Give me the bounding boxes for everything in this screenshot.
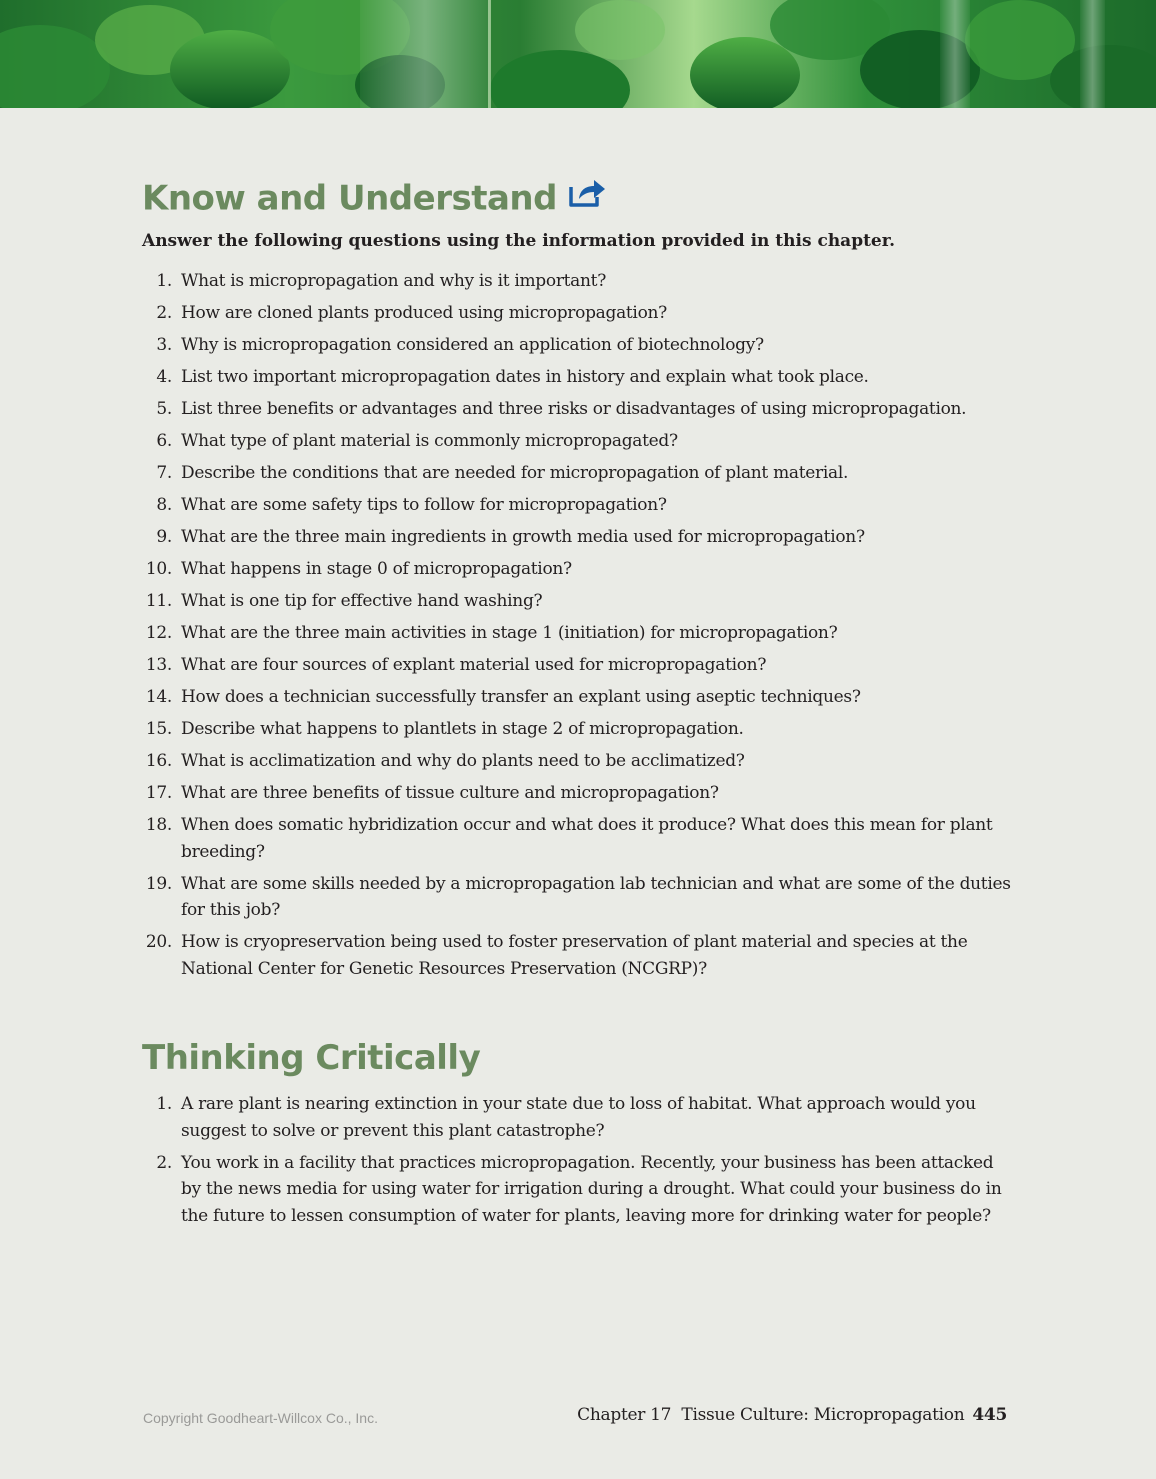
question-item xyxy=(142,716,1012,743)
question-text: What is one tip for effective hand washing? xyxy=(181,591,543,611)
question-item xyxy=(142,1091,1012,1144)
question-item xyxy=(142,460,1012,487)
question-number: 8. xyxy=(156,495,172,515)
question-item xyxy=(142,684,1012,711)
know-and-understand-title: Know and Understand xyxy=(142,178,557,219)
question-item xyxy=(142,748,1012,775)
question-text: When does somatic hybridization occur and what does it produce? What does this mean for plant breeding? xyxy=(181,815,993,862)
question-text: You work in a facility that practices micropropagation. Recently, your business has been attacked by the news media for using water for irrigation during a drought. What could your business do in the future to lessen consumption of water for plants, leaving more for drinking water for people? xyxy=(181,1152,1002,1226)
question-text: How is cryopreservation being used to foster preservation of plant material and species at the National Center for Genetic Resources Preservation (NCGRP)? xyxy=(181,932,968,979)
question-number: 4. xyxy=(156,367,172,387)
question-number: 5. xyxy=(156,399,172,419)
question-number: 7. xyxy=(156,463,172,483)
question-item xyxy=(142,492,1012,519)
question-text: What are some skills needed by a micropropagation lab technician and what are some of the duties for this job? xyxy=(181,873,1011,920)
question-text: What happens in stage 0 of micropropagation? xyxy=(181,559,572,579)
question-number: 2. xyxy=(156,303,172,323)
question-text: What are four sources of explant material used for micropropagation? xyxy=(181,655,767,675)
question-text: What type of plant material is commonly micropropagated? xyxy=(181,431,678,451)
question-item xyxy=(142,929,1012,982)
question-item xyxy=(142,556,1012,583)
question-item xyxy=(142,780,1012,807)
question-text: What are the three main activities in stage 1 (initiation) for micropropagation? xyxy=(181,623,838,643)
know-instruction: Answer the following questions using the information provided in this chapter. xyxy=(142,231,896,251)
question-text: A rare plant is nearing extinction in your state due to loss of habitat. What approach would you suggest to solve or prevent this plant catastrophe? xyxy=(181,1094,976,1141)
question-item xyxy=(142,332,1012,359)
question-text: What are the three main ingredients in growth media used for micropropagation? xyxy=(181,527,865,547)
question-number: 17. xyxy=(145,783,172,803)
question-number: 20. xyxy=(145,932,172,952)
question-text: What is acclimatization and why do plants need to be acclimatized? xyxy=(181,751,745,771)
question-number: 14. xyxy=(145,687,172,707)
question-number: 1. xyxy=(156,1094,172,1114)
question-number: 18. xyxy=(145,815,172,835)
question-text: How does a technician successfully transfer an explant using aseptic techniques? xyxy=(181,687,861,707)
question-number: 10. xyxy=(145,559,172,579)
think-questions-list xyxy=(142,1091,1012,1235)
question-item xyxy=(142,268,1012,295)
question-item xyxy=(142,871,1012,924)
question-text: List three benefits or advantages and three risks or disadvantages of using micropropagation. xyxy=(181,399,967,419)
question-number: 2. xyxy=(156,1152,172,1173)
question-text: Why is micropropagation considered an application of biotechnology? xyxy=(181,335,764,355)
question-number: 1. xyxy=(156,271,172,291)
question-number: 12. xyxy=(145,623,172,643)
question-item xyxy=(142,588,1012,615)
question-item xyxy=(142,620,1012,647)
page-number: 445 xyxy=(972,1405,1007,1425)
question-item xyxy=(142,364,1012,391)
question-text: What are three benefits of tissue culture and micropropagation? xyxy=(181,783,719,803)
question-number: 19. xyxy=(145,873,172,894)
question-item xyxy=(142,396,1012,423)
question-number: 11. xyxy=(145,591,172,611)
thinking-critically-heading: Thinking Critically xyxy=(142,1038,481,1078)
question-text: How are cloned plants produced using micropropagation? xyxy=(181,303,667,323)
question-item xyxy=(142,300,1012,327)
question-number: 3. xyxy=(156,335,172,355)
share-arrow-icon[interactable] xyxy=(567,177,607,217)
question-item xyxy=(142,812,1012,865)
question-item xyxy=(142,428,1012,455)
question-number: 13. xyxy=(145,655,172,675)
header-banner-image xyxy=(0,0,1156,108)
question-item xyxy=(142,652,1012,679)
question-text: Describe the conditions that are needed for micropropagation of plant material. xyxy=(181,463,849,483)
question-number: 6. xyxy=(156,431,172,451)
question-text: What are some safety tips to follow for micropropagation? xyxy=(181,495,667,515)
question-text: What is micropropagation and why is it important? xyxy=(181,271,607,291)
question-item xyxy=(142,1150,1012,1230)
know-and-understand-heading xyxy=(142,180,607,220)
question-number: 16. xyxy=(145,751,172,771)
question-number: 9. xyxy=(156,527,172,547)
question-text: Describe what happens to plantlets in stage 2 of micropropagation. xyxy=(181,719,744,739)
question-text: List two important micropropagation dates in history and explain what took place. xyxy=(181,367,869,387)
plantlets-banner xyxy=(0,0,1156,108)
running-footer xyxy=(577,1405,1007,1425)
question-item xyxy=(142,524,1012,551)
copyright-notice: Copyright Goodheart-Willcox Co., Inc. xyxy=(143,1410,378,1426)
chapter-title: Chapter 17 Tissue Culture: Micropropagation xyxy=(577,1405,965,1425)
know-questions-list xyxy=(142,268,1012,988)
question-number: 15. xyxy=(145,719,172,739)
